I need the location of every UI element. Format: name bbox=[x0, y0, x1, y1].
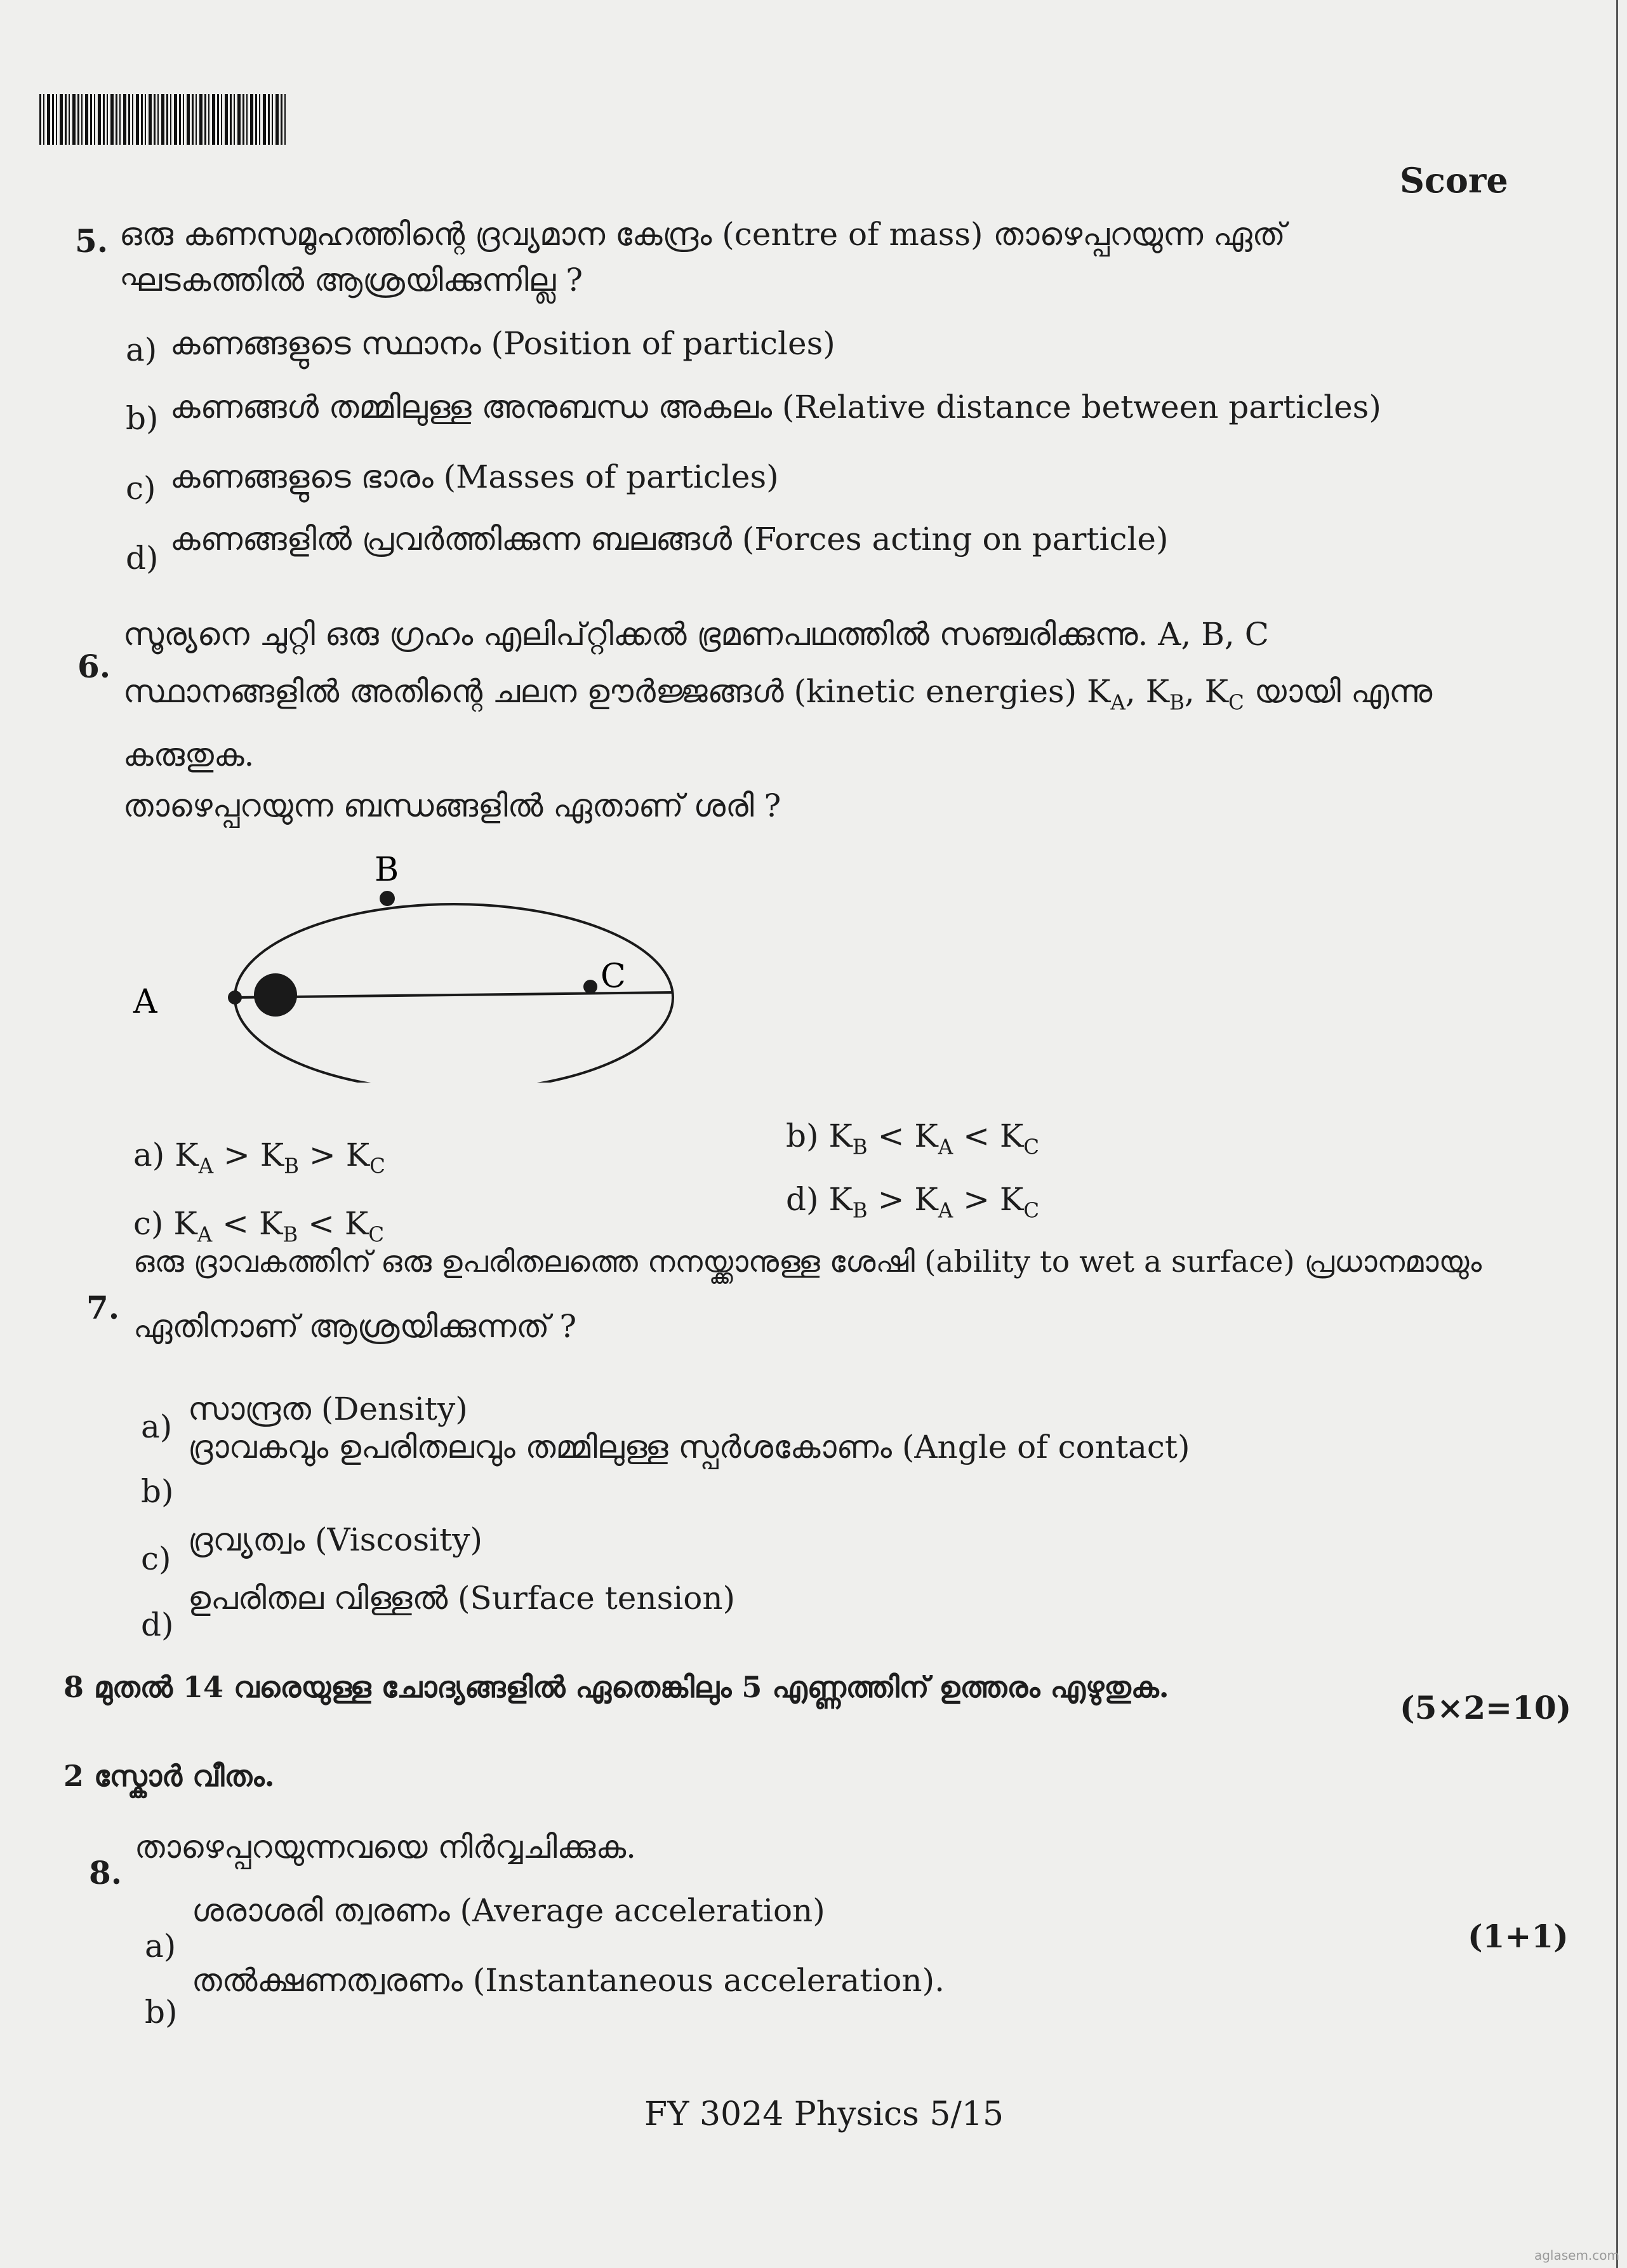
label-c: C bbox=[601, 957, 626, 996]
q7-option-a-letter: a) bbox=[141, 1408, 173, 1445]
q7-option-b-letter: b) bbox=[141, 1473, 174, 1510]
q5-option-d-letter: d) bbox=[126, 540, 159, 577]
section-score-note: 2 സ്കോർ വീതം. bbox=[63, 1759, 275, 1793]
q8-option-a-letter: a) bbox=[145, 1928, 176, 1964]
q5-option-a: കണങ്ങളുടെ സ്ഥാനം (Position of particles) bbox=[170, 325, 835, 362]
q5-option-d: കണങ്ങളിൽ പ്രവർത്തിക്കുന്ന ബലങ്ങൾ (Forces acting on particle) bbox=[170, 521, 1169, 557]
q6-option-a: a) $K_A > K_B > K_C$ bbox=[133, 1137, 385, 1178]
q8-option-a: ശരാശരി ത്വരണം (Average acceleration) bbox=[192, 1892, 825, 1929]
point-a bbox=[228, 991, 242, 1004]
q5-line2: ഘടകത്തിൽ ആശ്രയിക്കുന്നില്ല ? bbox=[119, 262, 583, 298]
q5-option-a-letter: a) bbox=[126, 331, 157, 368]
q8-marks: (1+1) bbox=[1468, 1918, 1569, 1955]
q6-number: 6. bbox=[77, 648, 111, 685]
q7-line1: ഒരു ദ്രാവകത്തിന് ഒരു ഉപരിതലത്തെ നനയ്ക്കാനുള്ള ശേഷി (ability to wet a surface) പ്രധാനമായും bbox=[133, 1244, 1482, 1279]
q6-line3: കരുതുക. bbox=[123, 737, 255, 773]
q7-option-d-letter: d) bbox=[141, 1606, 174, 1643]
barcode bbox=[39, 94, 286, 145]
page-edge-line bbox=[1616, 0, 1618, 2268]
q8-line1: താഴെപ്പറയുന്നവയെ നിർവ്വചിക്കുക. bbox=[135, 1829, 637, 1865]
q5-line1: ഒരു കണസമൂഹത്തിന്റെ ദ്രവ്യമാന കേന്ദ്രം (centre of mass) താഴെപ്പറയുന്ന ഏത് bbox=[119, 216, 1285, 253]
q6-line2: സ്ഥാനങ്ങളിൽ അതിന്റെ ചലന ഊർജ്ജങ്ങൾ (kinetic energies) $K_A$, $K_B$, $K_C$ യായി എന്നു bbox=[123, 673, 1433, 715]
q7-option-c: ദ്രവ്യത്വം (Viscosity) bbox=[188, 1521, 482, 1558]
point-b bbox=[380, 891, 395, 906]
q5-number: 5. bbox=[75, 222, 109, 260]
q5-option-b-letter: b) bbox=[126, 400, 159, 437]
q6-option-d: d) $K_B > K_A > K_C$ bbox=[786, 1181, 1040, 1223]
watermark: aglasem.com bbox=[1534, 2248, 1619, 2263]
q6-line4: താഴെപ്പറയുന്ന ബന്ധങ്ങളിൽ ഏതാണ് ശരി ? bbox=[123, 787, 781, 824]
point-c bbox=[583, 980, 597, 994]
q5-option-c: കണങ്ങളുടെ ഭാരം (Masses of particles) bbox=[170, 458, 779, 495]
sun-icon bbox=[254, 973, 297, 1017]
score-label: Score bbox=[1400, 160, 1508, 201]
q7-option-b: ദ്രാവകവും ഉപരിതലവും തമ്മിലുള്ള സ്പർശകോണം (Angle of contact) bbox=[188, 1429, 1190, 1465]
q8-number: 8. bbox=[89, 1854, 123, 1891]
q7-number: 7. bbox=[86, 1289, 120, 1326]
q6-option-b: b) $K_B < K_A < K_C$ bbox=[786, 1117, 1040, 1159]
q8-option-b: തൽക്ഷണത്വരണം (Instantaneous acceleration). bbox=[192, 1962, 945, 1999]
section-instruction: 8 മുതൽ 14 വരെയുള്ള ചോദ്യങ്ങളിൽ ഏതെങ്കിലും 5 എണ്ണത്തിന് ഉത്തരം എഴുതുക. bbox=[63, 1670, 1169, 1704]
q6-option-c: c) $K_A < K_B < K_C$ bbox=[133, 1205, 385, 1247]
q7-option-a: സാന്ദ്രത (Density) bbox=[188, 1391, 468, 1427]
q8-option-b-letter: b) bbox=[145, 1994, 178, 2031]
q7-option-c-letter: c) bbox=[141, 1540, 171, 1577]
q5-option-b: കണങ്ങൾ തമ്മിലുള്ള അനുബന്ധ അകലം (Relative distance between particles) bbox=[170, 389, 1381, 425]
page-footer: FY 3024 Physics 5/15 bbox=[644, 2095, 1004, 2133]
orbit-diagram bbox=[121, 841, 692, 1083]
label-b: B bbox=[375, 851, 399, 889]
label-a: A bbox=[133, 983, 157, 1021]
q6-line1: സൂര്യനെ ചുറ്റി ഒരു ഗ്രഹം എലിപ്റ്റിക്കൽ ഭ്രമണപഥത്തിൽ സഞ്ചരിക്കുന്നു. A, B, C bbox=[123, 616, 1269, 653]
q5-option-c-letter: c) bbox=[126, 470, 156, 507]
q7-line2: ഏതിനാണ് ആശ്രയിക്കുന്നത് ? bbox=[133, 1308, 577, 1345]
q7-option-d: ഉപരിതല വിള്ളൽ (Surface tension) bbox=[188, 1580, 736, 1617]
section-marks: (5×2=10) bbox=[1400, 1689, 1572, 1726]
